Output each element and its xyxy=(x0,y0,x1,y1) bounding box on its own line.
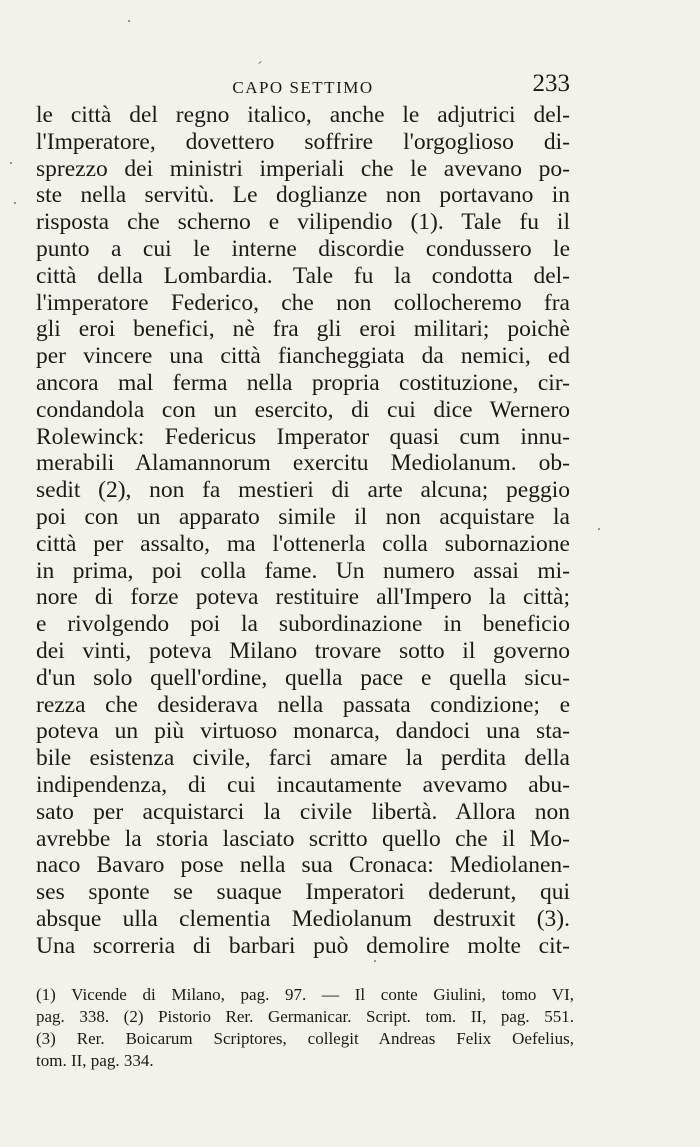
footnote-line: pag. 338. (2) Pistorio Rer. Germanicar. Script. tom. II, pag. 551. xyxy=(36,1007,574,1026)
text-line: l'imperatore Federico, che non collocheremo fra xyxy=(36,289,570,316)
text-line: in prima, poi colla fame. Un numero assai mi- xyxy=(36,557,570,584)
text-line: rezza che desiderava nella passata condizione; e xyxy=(36,691,570,718)
text-line: avrebbe la storia lasciato scritto quello che il Mo- xyxy=(36,825,570,852)
text-line: condandola con un esercito, di cui dice Wernero xyxy=(36,396,570,423)
text-line: poteva un più virtuoso monarca, dandoci una sta- xyxy=(36,718,570,745)
text-line: città della Lombardia. Tale fu la condotta del- xyxy=(36,262,570,289)
body-text xyxy=(36,102,570,960)
paper-speck xyxy=(14,202,16,204)
text-line: nore di forze poteva restituire all'Impero la città; xyxy=(36,584,570,611)
footnote-line: (1) Vicende di Milano, pag. 97. — Il conte Giulini, tomo VI, xyxy=(36,985,574,1004)
text-line: indipendenza, di cui incautamente avevamo abu- xyxy=(36,771,570,798)
paper-speck xyxy=(258,61,262,64)
text-line: sedit (2), non fa mestieri di arte alcuna; peggio xyxy=(36,477,570,504)
text-line: gli eroi benefici, nè fra gli eroi militari; poichè xyxy=(36,316,570,343)
running-title: CAPO SETTIMO xyxy=(232,78,374,97)
text-line: città per assalto, ma l'ottenerla colla subornazione xyxy=(36,530,570,557)
text-line: risposta che scherno e vilipendio (1). Tale fu il xyxy=(36,209,570,236)
text-line: l'Imperatore, dovettero soffrire l'orgoglioso di- xyxy=(36,128,570,155)
text-line: Rolewinck: Federicus Imperator quasi cum innu- xyxy=(36,423,570,450)
page-header xyxy=(36,70,570,100)
footnotes xyxy=(36,984,574,1072)
footnote-line: (3) Rer. Boicarum Scriptores, collegit Andreas Felix Oefelius, xyxy=(36,1029,574,1048)
text-line: dei vinti, poteva Milano trovare sotto il governo xyxy=(36,637,570,664)
text-line: e rivolgendo poi la subordinazione in beneficio xyxy=(36,611,570,638)
paper-speck xyxy=(374,960,376,962)
text-line: d'un solo quell'ordine, quella pace e quella sicu- xyxy=(36,664,570,691)
text-line: poi con un apparato simile il non acquistare la xyxy=(36,503,570,530)
text-line: naco Bavaro pose nella sua Cronaca: Mediolanen- xyxy=(36,852,570,879)
text-line: sprezzo dei ministri imperiali che le avevano po- xyxy=(36,155,570,182)
paper-speck xyxy=(128,20,130,22)
paper-speck xyxy=(598,528,600,530)
text-line: absque ulla clementia Mediolanum destruxit (3). xyxy=(36,905,570,932)
text-line: le città del regno italico, anche le adjutrici del- xyxy=(36,102,570,128)
text-line: ste nella servitù. Le doglianze non portavano in xyxy=(36,182,570,209)
text-line: punto a cui le interne discordie condussero le xyxy=(36,235,570,262)
paper-speck xyxy=(10,162,12,164)
text-line: bile esistenza civile, farci amare la perdita della xyxy=(36,745,570,772)
text-line: ancora mal ferma nella propria costituzione, cir- xyxy=(36,369,570,396)
text-line: sato per acquistarci la civile libertà. Allora non xyxy=(36,798,570,825)
text-line: per vincere una città fiancheggiata da nemici, ed xyxy=(36,343,570,370)
text-line: ses sponte se suaque Imperatori dederunt, qui xyxy=(36,879,570,906)
page-number: 233 xyxy=(532,70,570,97)
footnote-line: tom. II, pag. 334. xyxy=(36,1051,154,1070)
text-line: Una scorreria di barbari può demolire molte cit- xyxy=(36,932,570,959)
text-line: merabili Alamannorum exercitu Mediolanum. ob- xyxy=(36,450,570,477)
